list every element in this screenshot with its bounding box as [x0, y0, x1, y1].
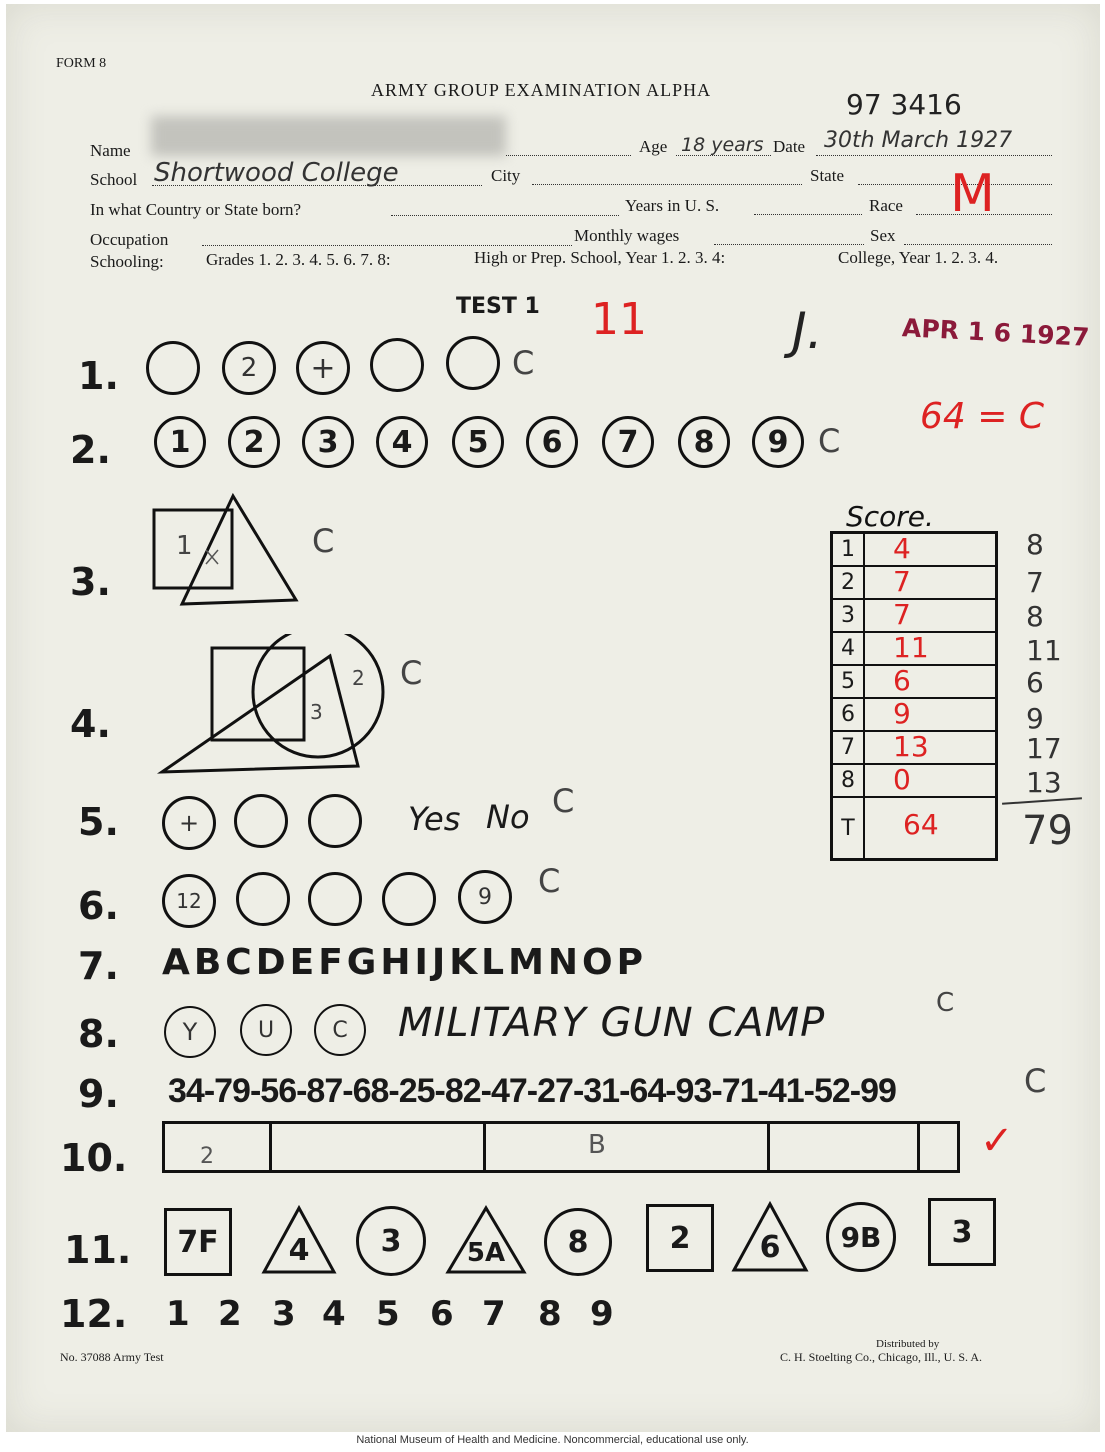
- score-row-value: 9: [893, 697, 911, 730]
- born-label: In what Country or State born?: [90, 200, 302, 219]
- item3-figure[interactable]: [146, 492, 306, 607]
- item10-box-4[interactable]: [770, 1121, 920, 1173]
- score-title: Score.: [846, 500, 934, 533]
- score-row: [833, 600, 995, 633]
- score-row-value: 64: [903, 808, 939, 841]
- item4-figure[interactable]: [154, 634, 394, 776]
- item6-mark-9: 9: [478, 884, 492, 910]
- item3-correct: C: [312, 522, 335, 560]
- score-row: [833, 765, 995, 798]
- score-row-value: 13: [893, 730, 929, 763]
- score-side-number: 79: [1022, 808, 1073, 854]
- item1-circle-5[interactable]: [446, 336, 500, 390]
- item4-correct: C: [400, 654, 423, 692]
- item11-label-9: 3: [951, 1214, 973, 1250]
- date-value: 30th March 1927: [824, 128, 1013, 153]
- years-label: Years in U. S.: [625, 196, 720, 215]
- score-row-value: 6: [893, 664, 911, 697]
- item-number-10: 10.: [60, 1136, 128, 1180]
- score-side-number: 9: [1026, 702, 1044, 735]
- occupation-label: Occupation: [90, 230, 169, 249]
- score-side-number: 8: [1026, 600, 1044, 633]
- item2-circle-5[interactable]: [452, 416, 504, 468]
- item2-circle-1[interactable]: [154, 416, 206, 468]
- item11-label-5: 8: [567, 1224, 589, 1260]
- score-row: [833, 699, 995, 732]
- item2-digit: 5: [467, 424, 489, 460]
- item11-label-6: 2: [669, 1220, 691, 1256]
- item5-circle-1[interactable]: [162, 796, 216, 850]
- item2-digit: 8: [693, 424, 715, 460]
- score-row-value: 4: [893, 532, 911, 565]
- item-number-6: 6.: [78, 884, 119, 928]
- item12-digit-4[interactable]: 4: [322, 1294, 346, 1334]
- item-number-1: 1.: [78, 354, 119, 398]
- name-redaction: [151, 116, 506, 156]
- item2-digit: 7: [617, 424, 639, 460]
- item5-no[interactable]: No: [486, 798, 530, 836]
- image-credit: National Museum of Health and Medicine. Noncommercial, educational use only.: [356, 1434, 749, 1446]
- item6-mark-12: 12: [176, 889, 202, 913]
- item11-label-3: 3: [380, 1223, 402, 1259]
- item4-mark-3: 3: [310, 700, 323, 724]
- item9-numbers[interactable]: 34-79-56-87-68-25-82-47-27-31-64-93-71-41-52-99: [168, 1072, 896, 1110]
- item10-mark-2: 2: [200, 1144, 214, 1169]
- item1-mark-2: 2: [240, 353, 258, 383]
- grader-initial: J.: [792, 302, 823, 360]
- item5-circle-3[interactable]: [308, 794, 362, 848]
- item8-circle-3[interactable]: [314, 1004, 366, 1056]
- schooling-grades: Grades 1. 2. 3. 4. 5. 6. 7. 8:: [206, 250, 391, 269]
- score-side-number: 8: [1026, 528, 1044, 561]
- item2-circle-2[interactable]: [228, 416, 280, 468]
- item5-circle-2[interactable]: [234, 794, 288, 848]
- item-number-4: 4.: [70, 702, 111, 746]
- item6-circle-3[interactable]: [308, 872, 362, 926]
- item11-square-7f[interactable]: [164, 1208, 232, 1276]
- item-number-5: 5.: [78, 800, 119, 844]
- footer-left: No. 37088 Army Test: [60, 1350, 164, 1364]
- score-row: [833, 798, 995, 858]
- item8-mark-1: Y: [182, 1018, 198, 1046]
- item-number-11: 11.: [64, 1228, 132, 1272]
- item2-circle-6[interactable]: [526, 416, 578, 468]
- item11-circle-9b[interactable]: [826, 1202, 896, 1272]
- item2-circle-3[interactable]: [302, 416, 354, 468]
- item5-yes[interactable]: Yes: [408, 800, 461, 838]
- score-row-index: 5: [833, 666, 865, 697]
- item11-triangle-6-label: [730, 1222, 810, 1272]
- form-number: FORM 8: [56, 56, 107, 71]
- item-number-8: 8.: [78, 1012, 119, 1056]
- item8-mark-3: C: [332, 1017, 348, 1043]
- name-label: Name: [90, 141, 131, 160]
- item6-circle-4[interactable]: [382, 872, 436, 926]
- item12-digit-9[interactable]: 9: [590, 1294, 614, 1334]
- age-label: Age: [639, 137, 668, 156]
- school-label: School: [90, 170, 138, 189]
- item2-circle-4[interactable]: [376, 416, 428, 468]
- item4-mark-2: 2: [352, 666, 365, 690]
- item6-circle-2[interactable]: [236, 872, 290, 926]
- item12-digit-6[interactable]: 6: [430, 1294, 454, 1334]
- score-side-number: 13: [1026, 766, 1062, 799]
- item11-circle-8[interactable]: [544, 1208, 612, 1276]
- score-row: [833, 633, 995, 666]
- item8-text: MILITARY GUN CAMP: [398, 1000, 826, 1046]
- item-number-2: 2.: [70, 428, 111, 472]
- item1-circle-4[interactable]: [370, 338, 424, 392]
- wages-label: Monthly wages: [574, 226, 680, 245]
- item6-circle-5[interactable]: [458, 870, 512, 924]
- age-value: 18 years: [681, 134, 764, 156]
- item9-correct: C: [1024, 1062, 1047, 1100]
- score-row-index: 6: [833, 699, 865, 730]
- schooling-college: College, Year 1. 2. 3. 4.: [838, 248, 999, 267]
- item7-letters[interactable]: ABCDEFGHIJKLMNOP: [162, 942, 648, 983]
- score-row-index: 1: [833, 534, 865, 565]
- item3-mark-1: 1: [176, 531, 193, 561]
- race-value: M: [950, 164, 995, 224]
- score-row: [833, 732, 995, 765]
- item11-label-4: 5A: [466, 1238, 506, 1268]
- sex-label: Sex: [870, 226, 896, 245]
- score-row-value: 7: [893, 565, 911, 598]
- score-row-index: 3: [833, 600, 865, 631]
- item1-mark-plus: +: [310, 350, 336, 386]
- item2-digit: 2: [243, 424, 265, 460]
- score-row-index: 2: [833, 567, 865, 598]
- item-number-7: 7.: [78, 944, 119, 988]
- item10-check: ✓: [980, 1118, 1014, 1164]
- race-label: Race: [869, 196, 903, 215]
- item11-label-1: 7F: [177, 1224, 219, 1260]
- item12-digit-8[interactable]: 8: [538, 1294, 562, 1334]
- item2-digit: 6: [541, 424, 563, 460]
- exam-title: ARMY GROUP EXAMINATION ALPHA: [371, 80, 712, 100]
- item8-mark-2: U: [257, 1017, 275, 1043]
- score-row: [833, 567, 995, 600]
- item10-box-1[interactable]: [162, 1121, 272, 1173]
- item11-circle-3[interactable]: [356, 1206, 426, 1276]
- item8-circle-1[interactable]: [164, 1006, 216, 1058]
- item2-digit: 9: [767, 424, 789, 460]
- item11-label-2: 4: [288, 1232, 310, 1268]
- item6-correct: C: [538, 862, 561, 900]
- item12-digit-1[interactable]: 1: [166, 1294, 190, 1334]
- item2-digit: 4: [391, 424, 413, 460]
- score-row-index: 4: [833, 633, 865, 664]
- item11-square-3[interactable]: [928, 1198, 996, 1266]
- city-label: City: [491, 166, 521, 185]
- item-number-3: 3.: [70, 560, 111, 604]
- item5-mark: +: [178, 809, 200, 837]
- exam-sheet: [6, 4, 1100, 1432]
- item10-box-5[interactable]: [920, 1121, 960, 1173]
- item10-box-2[interactable]: [272, 1121, 486, 1173]
- item-number-12: 12.: [60, 1292, 128, 1336]
- item10-box-3[interactable]: [486, 1121, 770, 1173]
- score-row-value: 7: [893, 598, 911, 631]
- item2-circle-9[interactable]: [752, 416, 804, 468]
- school-value: Shortwood College: [154, 158, 399, 188]
- state-label: State: [810, 166, 844, 185]
- item5-correct: C: [552, 782, 575, 820]
- item8-circle-2[interactable]: [240, 1004, 292, 1056]
- item11-label-7: 6: [759, 1229, 781, 1265]
- item11-triangle-4-label: [260, 1226, 338, 1274]
- score-side-number: 11: [1026, 634, 1062, 667]
- score-row-index: 8: [833, 765, 865, 796]
- item10-mark-b: B: [588, 1130, 606, 1160]
- item12-digit-3[interactable]: 3: [272, 1294, 296, 1334]
- item2-correct: C: [818, 422, 841, 460]
- score-side-number: 7: [1026, 566, 1044, 599]
- schooling-high: High or Prep. School, Year 1. 2. 3. 4:: [474, 248, 726, 267]
- score-side-number: 17: [1026, 732, 1062, 765]
- item2-circle-7[interactable]: [602, 416, 654, 468]
- item2-digit: 1: [169, 424, 191, 460]
- item11-square-2[interactable]: [646, 1204, 714, 1272]
- item12-digit-5[interactable]: 5: [376, 1294, 400, 1334]
- date-stamp: APR 1 6 1927: [901, 313, 1091, 352]
- item11-triangle-5a-label: [444, 1230, 528, 1276]
- red-mark: 11: [591, 294, 647, 345]
- score-row: [833, 666, 995, 699]
- test-title: TEST 1: [456, 294, 540, 319]
- item12-digit-2[interactable]: 2: [218, 1294, 242, 1334]
- item11-label-8: 9B: [840, 1220, 882, 1254]
- schooling-label: Schooling:: [90, 252, 164, 271]
- item2-circle-8[interactable]: [678, 416, 730, 468]
- item1-circle-2[interactable]: [222, 341, 276, 395]
- score-row-index: 7: [833, 732, 865, 763]
- score-row: [833, 534, 995, 567]
- total-mark: 64 = C: [920, 396, 1044, 437]
- date-label: Date: [773, 137, 806, 156]
- item8-correct: C: [936, 988, 955, 1018]
- item1-correct: C: [512, 344, 535, 382]
- score-table: [830, 531, 998, 861]
- serial-number: 97 3416: [846, 88, 962, 121]
- item2-digit: 3: [317, 424, 339, 460]
- score-row-index: T: [833, 798, 865, 858]
- footer-distributed: Distributed by: [876, 1338, 940, 1350]
- item6-circle-1[interactable]: [162, 874, 216, 928]
- item1-circle-1[interactable]: [146, 341, 200, 395]
- footer-right: C. H. Stoelting Co., Chicago, Ill., U. S. A.: [780, 1350, 983, 1364]
- item-number-9: 9.: [78, 1072, 119, 1116]
- item12-digit-7[interactable]: 7: [482, 1294, 506, 1334]
- score-side-number: 6: [1026, 666, 1044, 699]
- score-row-value: 11: [893, 631, 929, 664]
- item1-circle-3[interactable]: [296, 341, 350, 395]
- score-row-value: 0: [893, 763, 911, 796]
